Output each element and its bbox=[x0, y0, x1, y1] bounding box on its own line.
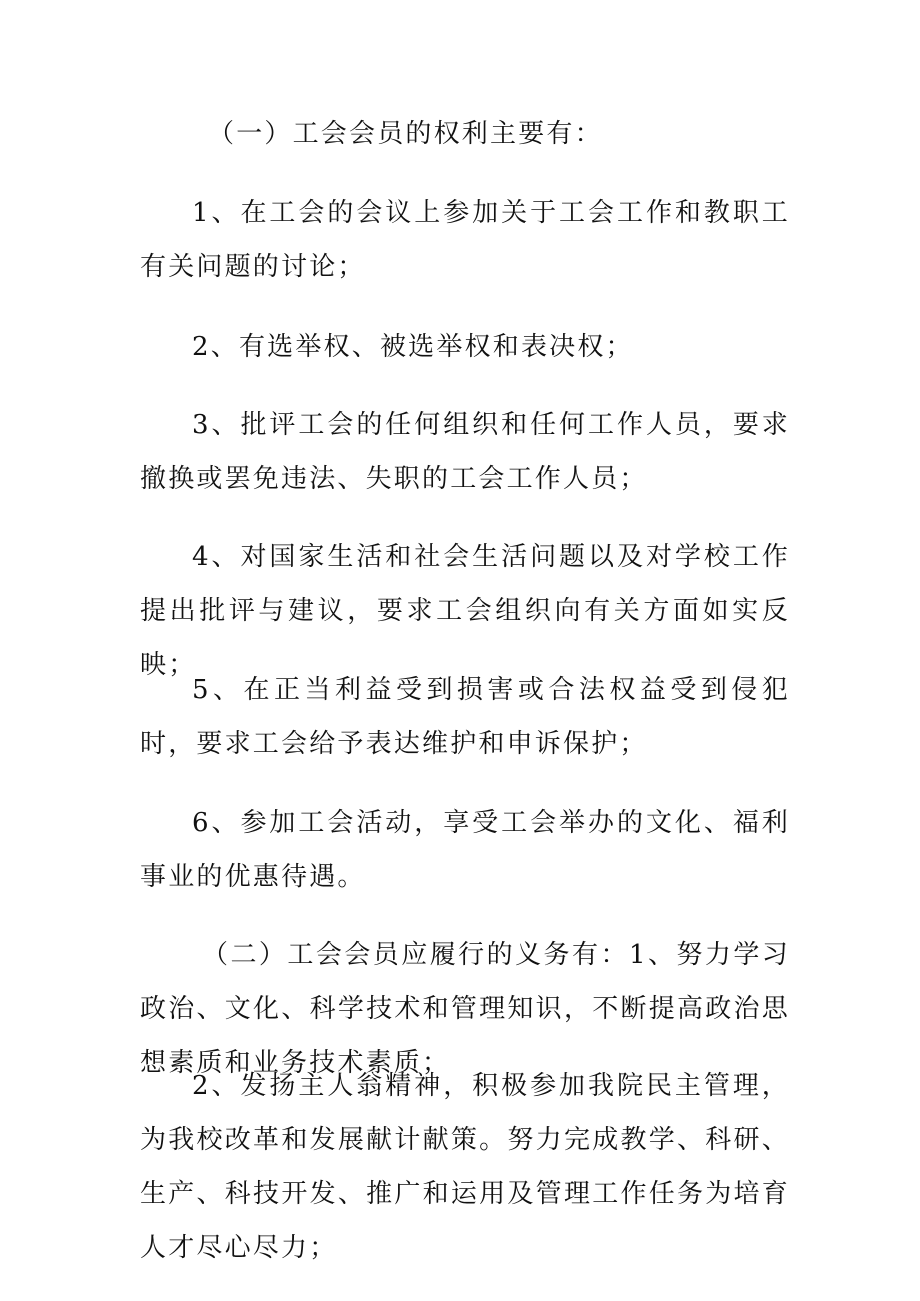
duties-heading: （二）工会会员应履行的义务有：1、努力学习政治、文化、科学技术和管理知识，不断提高政治思想素质和业务技术素质； bbox=[140, 940, 790, 1078]
rights-heading: （一）工会会员的权利主要有： bbox=[208, 119, 603, 149]
rights-item-4: 4、对国家生活和社会生活问题以及对学校工作提出批评与建议，要求工会组织向有关方面如实反映； bbox=[140, 542, 790, 680]
rights-item-6: 6、参加工会活动，享受工会举办的文化、福利事业的优惠待遇。 bbox=[140, 808, 790, 892]
duties-item-2: 2、发扬主人翁精神，积极参加我院民主管理，为我校改革和发展献计献策。努力完成教学、科研、生产、科技开发、推广和运用及管理工作任务为培育人才尽心尽力； bbox=[140, 1071, 790, 1263]
rights-item-2: 2、有选举权、被选举权和表决权； bbox=[192, 332, 634, 362]
rights-item-3: 3、批评工会的任何组织和任何工作人员，要求撤换或罢免违法、失职的工会工作人员； bbox=[140, 410, 790, 494]
rights-item-1: 1、在工会的会议上参加关于工会工作和教职工有关问题的讨论； bbox=[140, 198, 790, 282]
rights-item-5: 5、在正当利益受到损害或合法权益受到侵犯时，要求工会给予表达维护和申诉保护； bbox=[140, 675, 790, 759]
